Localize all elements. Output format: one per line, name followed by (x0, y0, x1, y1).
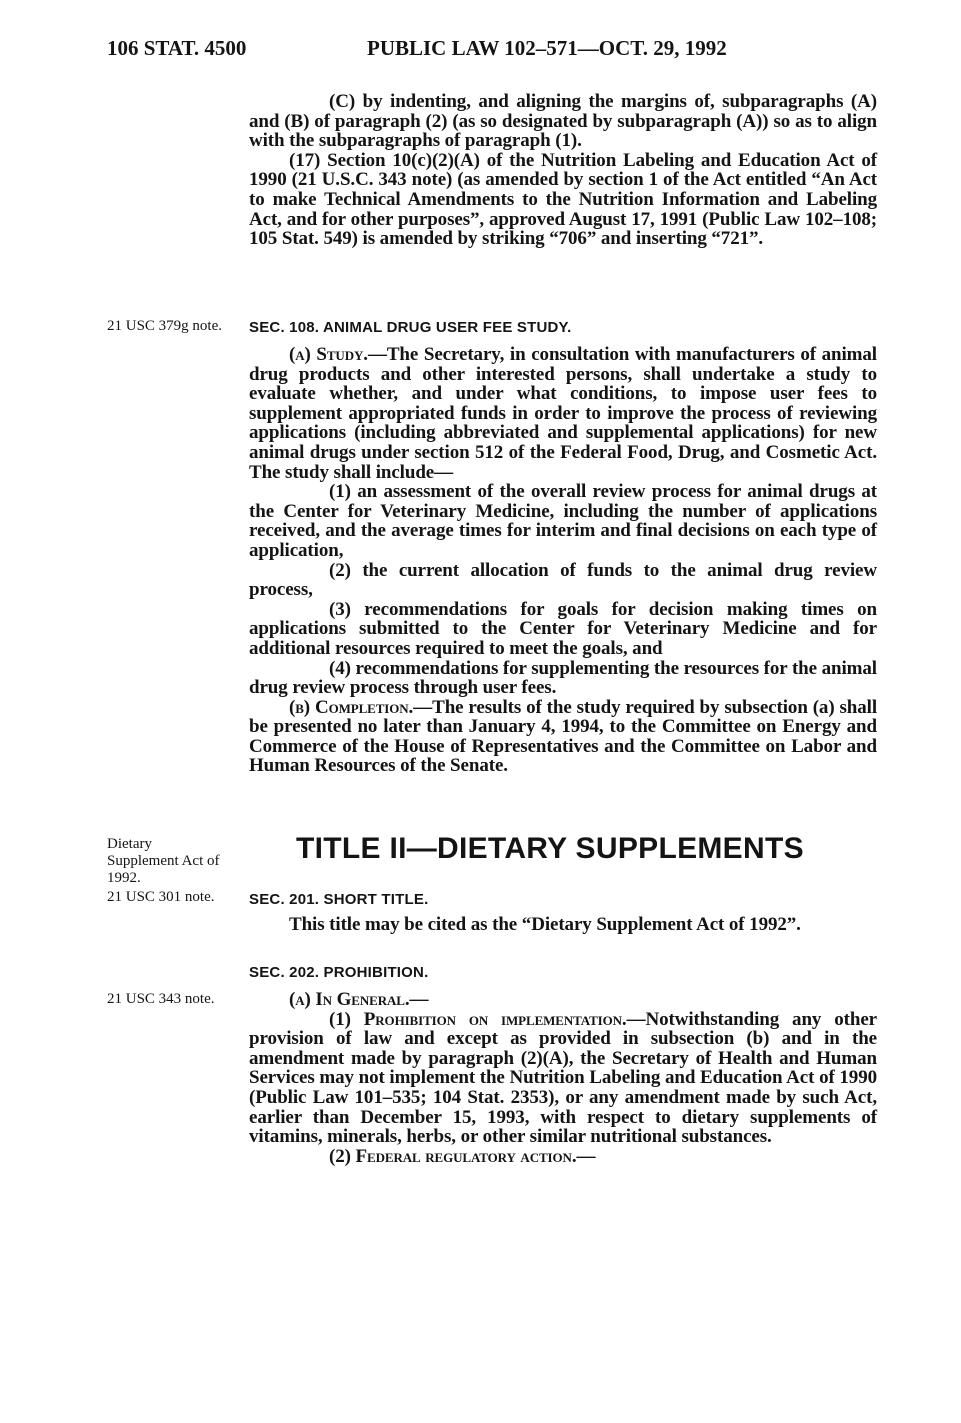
section-108-heading: SEC. 108. ANIMAL DRUG USER FEE STUDY. (249, 319, 572, 336)
margin-note-21usc379g: 21 USC 379g note. (107, 318, 223, 334)
paragraph-17: (17) Section 10(c)(2)(A) of the Nutrition Labeling and Education Act of 1990 (21 U.S.C. 343 note) (as amended by section 1 of the Act entitled “An Act to make Technical Amendments to the Nutrition Information and Labeling Act, and for other purposes”, approved August 17, 1991 (Public Law 102–108; 105 Stat. 549) is amended by striking “706” and inserting “721”. (249, 149, 877, 250)
margin-note-21usc343: 21 USC 343 note. (107, 991, 215, 1007)
prohibition-label: (1) Prohibition on implementation.— (329, 1008, 646, 1030)
section-201-body (249, 915, 877, 935)
title-ii-heading: TITLE II—DIETARY SUPPLEMENTS (296, 832, 804, 865)
section-108-body (249, 345, 877, 776)
paragraph-2-federal-action (249, 1147, 877, 1167)
section-201-heading: SEC. 201. SHORT TITLE. (249, 891, 429, 908)
public-law-heading: PUBLIC LAW 102–571—OCT. 29, 1992 (367, 36, 727, 60)
study-item-2: (2) the current allocation of funds to the animal drug review process, (249, 559, 877, 601)
subsection-a-text: The Secretary, in consultation with manufacturers of animal drug products and other interested persons, shall undertake a study to evaluate whether, and under what conditions, to impose user fees to supplement appropriated funds in order to improve the process of reviewing applications (including abbreviated and supplemental applications) for new animal drugs under section 512 of the Federal Food, Drug, and Cosmetic Act. The study shall include— (249, 344, 877, 483)
margin-note-dietary-supplement-act: Dietary Supplement Act of 1992. (107, 836, 220, 886)
federal-action-label: (2) Federal regulatory action.— (329, 1145, 596, 1167)
subsection-b-text: The results of the study required by subsection (a) shall be presented no later than January 4, 1994, to the Committee on Energy and Commerce of the House of Representatives and the Committee on Labor and Human Resources of the Senate. (249, 696, 878, 777)
subsection-b-label: (b) Completion.— (289, 696, 433, 718)
study-item-4: (4) recommendations for supplementing the resources for the animal drug review process through user fees. (249, 657, 877, 699)
page-reference: 106 STAT. 4500 (107, 36, 247, 60)
subsection-a-study (249, 345, 877, 482)
margin-note-21usc301: 21 USC 301 note. (107, 889, 215, 905)
running-header (107, 36, 877, 66)
subsection-a-label: (a) Study.— (289, 344, 387, 365)
subsection-b-completion (249, 698, 877, 776)
study-item-1: (1) an assessment of the overall review process for animal drugs at the Center for Veterinary Medicine, including the number of applications received, and the average times for interim and final decisions on each type of application, (249, 481, 877, 561)
prohibition-text: Notwithstanding any other provision of law and except as provided in subsection (b) and in the amendment made by paragraph (2)(A), the Secretary of Health and Human Services may not implement the Nutrition Labeling and Education Act of 1990 (Public Law 101–535; 104 Stat. 2353), or any amendment made by such Act, earlier than December 15, 1993, with respect to dietary supplements of vitamins, minerals, herbs, or other similar nutritional substances. (249, 1008, 877, 1148)
section-202-body (249, 990, 877, 1166)
section-202-heading: SEC. 202. PROHIBITION. (249, 964, 429, 981)
continuation-text (249, 92, 877, 249)
paragraph-1-prohibition (249, 1010, 877, 1147)
short-title-text: This title may be cited as the “Dietary Supplement Act of 1992”. (289, 914, 801, 935)
subsection-a-in-general (249, 990, 877, 1010)
subparagraph-c: (C) by indenting, and aligning the margins of, subparagraphs (A) and (B) of paragraph (2) (as so designated by subparagraph (A)) so as to align with the subparagraphs of paragraph (1). (249, 91, 877, 152)
in-general-label: (a) In General.— (289, 989, 429, 1010)
study-item-3: (3) recommendations for goals for decision making times on applications submitted to the Center for Veterinary Medicine and for additional resources required to meet the goals, and (249, 598, 877, 659)
